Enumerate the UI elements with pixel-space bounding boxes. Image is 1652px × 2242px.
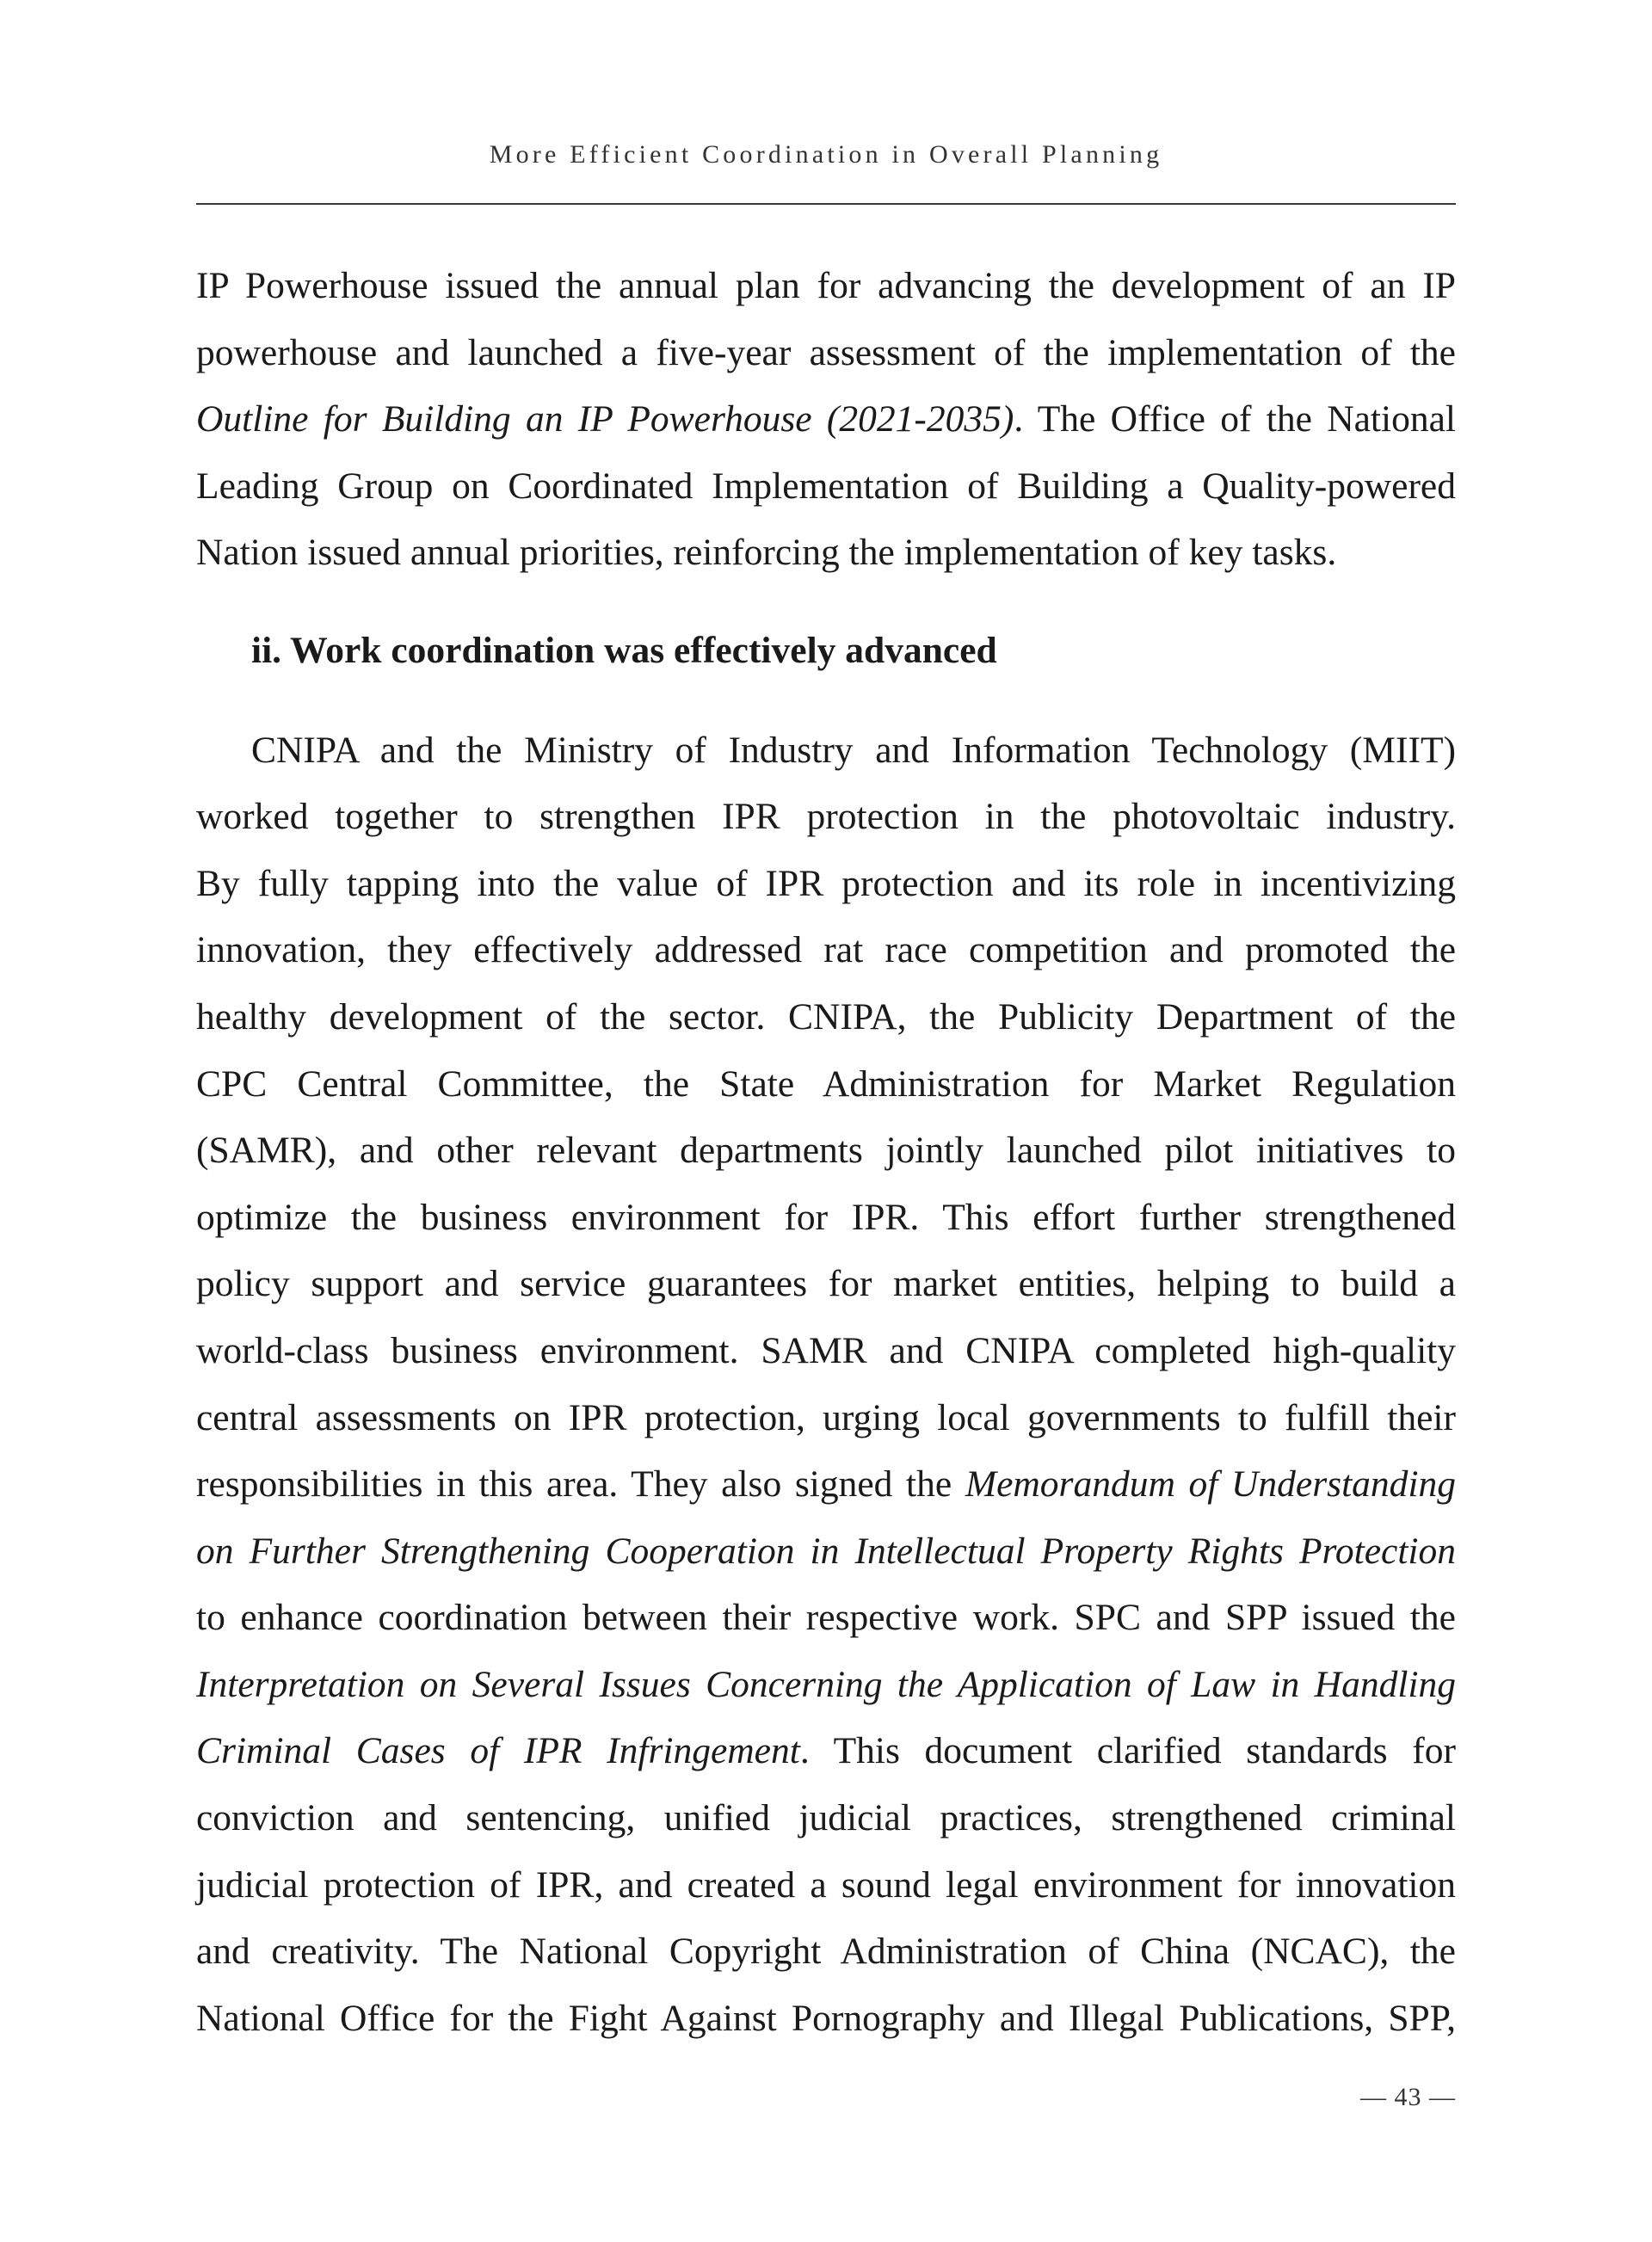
text-run: (SAMR), and other relevant departments jointly launched pilot initiatives to [196,1130,1456,1172]
italic-title-run: Criminal Cases of IPR Infringement [196,1730,800,1772]
text-line [196,1318,1456,1385]
italic-title-run: Outline for Building an IP Powerhouse (2021-2035) [196,398,1014,440]
text-line [196,1051,1456,1118]
section-heading: ii. Work coordination was effectively advanced [251,629,997,671]
text-run: judicial protection of IPR, and created a sound legal environment for innovation [196,1863,1456,1906]
text-line [196,784,1456,851]
text-run: IP Powerhouse issued the annual plan for advancing the development of an IP [196,265,1456,306]
text-line [196,1385,1456,1452]
text-run: responsibilities in this area. They also signed the [196,1463,965,1506]
text-run: central assessments on IPR protection, urging local governments to fulfill their [196,1396,1456,1438]
text-run: to enhance coordination between their respective work. SPC and SPP issued the [196,1597,1456,1639]
text-line [196,984,1456,1051]
text-line [196,1518,1456,1586]
text-line [196,1118,1456,1185]
text-line [196,1652,1456,1719]
text-run: policy support and service guarantees for market entities, helping to build a [196,1263,1456,1305]
text-run: . This document clarified standards for [799,1730,1456,1772]
text-line [196,1852,1456,1919]
text-run: . The Office of the National [1014,398,1456,440]
text-line [196,1451,1456,1518]
page-number: — 43 — [1360,2083,1456,2111]
text-line [196,520,1456,587]
text-run: healthy development of the sector. CNIPA, the Publicity Department of the [196,995,1456,1038]
italic-title-run: Interpretation on Several Issues Concerning the Application of Law in Handling [196,1663,1456,1705]
text-run: Leading Group on Coordinated Implementation of Building a Quality-powered [196,465,1456,507]
text-line [196,1919,1456,1986]
header-rule [196,203,1456,205]
text-run: conviction and sentencing, unified judicial practices, strengthened criminal [196,1797,1456,1839]
text-run: world-class business environment. SAMR and CNIPA completed high-quality [196,1329,1456,1371]
text-line [196,1251,1456,1318]
italic-title-run: Memorandum of Understanding [965,1463,1457,1506]
text-line [196,1986,1456,2053]
text-run: innovation, they effectively addressed rat race competition and promoted the [196,929,1456,971]
text-line [196,253,1456,320]
running-header: More Efficient Coordination in Overall Planning [489,140,1163,169]
text-run: By fully tapping into the value of IPR protection and its role in incentivizing [196,862,1456,904]
text-line [196,1185,1456,1252]
text-run: worked together to strengthen IPR protection in the photovoltaic industry. [196,796,1456,838]
text-line [196,453,1456,520]
text-line [196,851,1456,918]
text-run: Nation issued annual priorities, reinforcing the implementation of key tasks. [196,532,1337,574]
italic-title-run: on Further Strengthening Cooperation in Intellectual Property Rights Protection [196,1530,1456,1572]
text-line [196,1718,1456,1785]
text-line [196,718,1456,785]
text-line [196,320,1456,387]
paragraph-1 [196,253,1456,587]
text-run: CNIPA and the Ministry of Industry and Information Technology (MIIT) [251,729,1456,771]
text-line [196,1585,1456,1652]
page-body [196,253,1456,2052]
text-run: National Office for the Fight Against Pornography and Illegal Publications, SPP, [196,1997,1456,2039]
text-run: powerhouse and launched a five-year assessment of the implementation of the [196,331,1456,373]
text-run: and creativity. The National Copyright Administration of China (NCAC), the [196,1931,1456,1973]
paragraph-2 [196,718,1456,2053]
text-line [196,1785,1456,1852]
text-line [196,386,1456,453]
text-run: CPC Central Committee, the State Administration for Market Regulation [196,1062,1456,1105]
text-line [196,917,1456,984]
text-run: optimize the business environment for IPR. This effort further strengthened [196,1196,1456,1238]
